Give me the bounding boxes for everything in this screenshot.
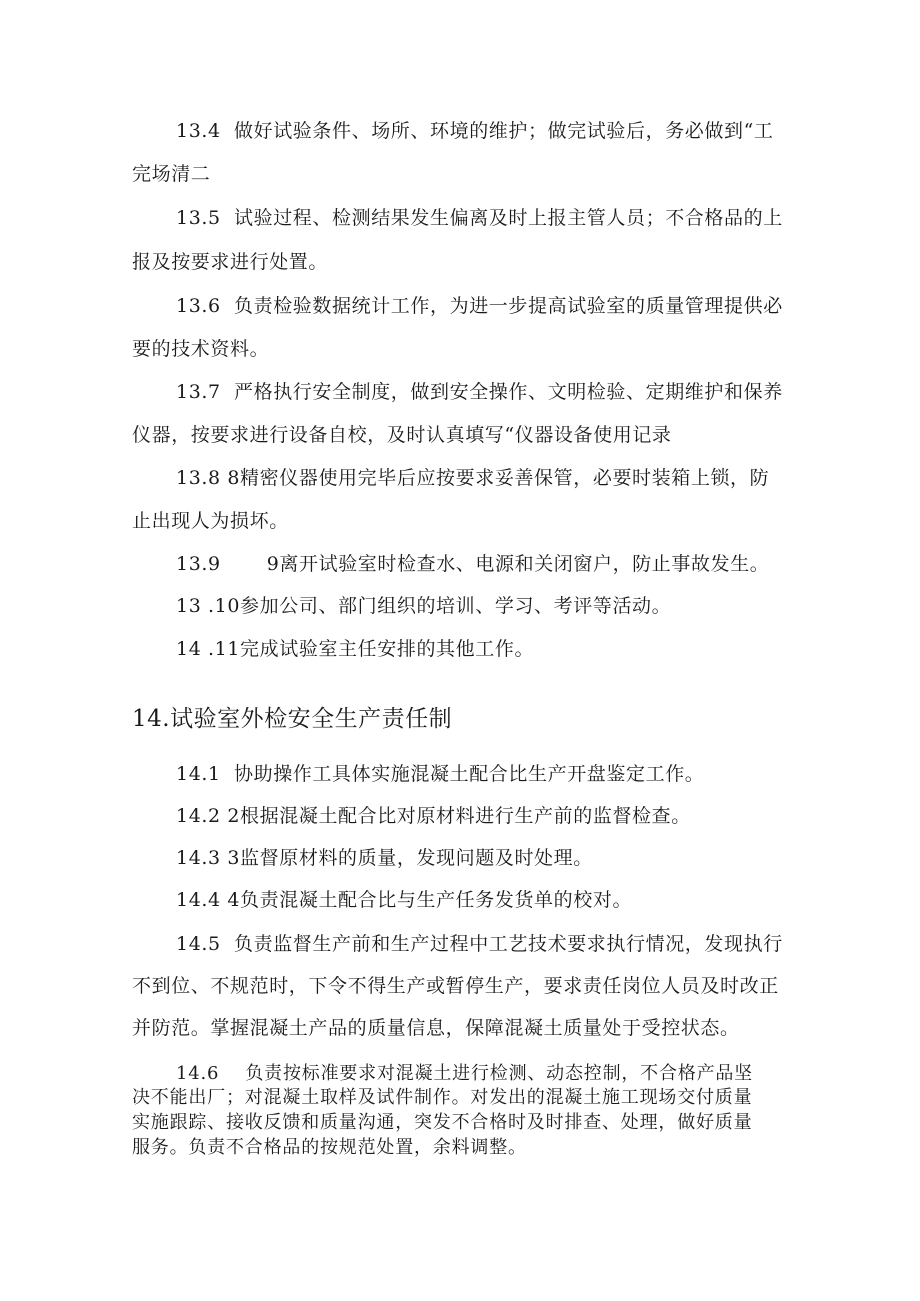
para-14-1-line-1 (176, 762, 704, 786)
para-13-10-line-1 (176, 594, 671, 618)
para-13-4-text: 做好试验条件、场所、环境的维护；做完试验后，务必做到“工 (234, 120, 774, 142)
para-14-2-text: 2根据混凝土配合比对原材料进行生产前的监督检查。 (227, 805, 691, 827)
para-14-5-text: 负责监督生产前和生产过程中工艺技术要求执行情况，发现执行 (234, 933, 783, 955)
para-13-8-number: 13.8 (176, 467, 221, 489)
para-14-6-line-4: 服务。负责不合格品的按规范处置，余料调整。 (132, 1137, 527, 1158)
para-14-5-line-3: 并防范。掌握混凝土产品的质量信息，保障混凝土质量处于受控状态。 (132, 1017, 740, 1039)
para-13-9-number: 13.9 (176, 553, 221, 575)
para-14-11-number: 14 (176, 638, 202, 660)
para-14-6-line-1 (176, 1062, 753, 1086)
para-14-3-line-1 (176, 846, 593, 870)
para-14-6-text: 负责按标准要求对混凝土进行检测、动态控制，不合格产品坚 (245, 1063, 753, 1084)
para-14-4-line-1 (176, 888, 632, 912)
para-13-10-number: 13 (176, 595, 202, 617)
para-14-3-number: 14.3 (176, 847, 221, 869)
para-14-1-number: 14.1 (176, 763, 221, 785)
para-13-6-line-2: 要的技术资料。 (132, 338, 270, 360)
para-14-1-text: 协助操作工具体实施混凝土配合比生产开盘鉴定工作。 (234, 763, 705, 785)
para-13-8-line-2: 止出现人为损坏。 (132, 510, 289, 532)
para-13-7-text: 严格执行安全制度，做到安全操作、文明检验、定期维护和保养 (234, 381, 783, 403)
para-13-8-line-1 (176, 466, 769, 490)
para-13-4-number: 13.4 (176, 120, 221, 142)
para-13-6-text: 负责检验数据统计工作，为进一步提高试验室的质量管理提供必 (234, 295, 783, 317)
para-14-11-text: .11完成试验室主任安排的其他工作。 (208, 638, 535, 660)
para-13-4-line-1 (176, 119, 774, 143)
para-14-2-line-1 (176, 804, 691, 828)
para-14-4-text: 4负责混凝土配合比与生产任务发货单的校对。 (227, 889, 633, 911)
para-13-7-number: 13.7 (176, 381, 221, 403)
para-13-6-number: 13.6 (176, 295, 221, 317)
para-13-6-line-1 (176, 294, 783, 318)
para-13-5-line-1 (176, 206, 783, 230)
para-13-10-text: .10参加公司、部门组织的培训、学习、考评等活动。 (208, 595, 672, 617)
para-13-7-line-1 (176, 380, 783, 404)
para-14-5-line-1 (176, 932, 783, 956)
para-13-9-text: 9离开试验室时检查水、电源和关闭窗户，防止事故发生。 (266, 553, 770, 575)
para-13-5-line-2: 报及按要求进行处置。 (132, 251, 329, 273)
para-14-11-line-1 (176, 637, 534, 661)
para-14-4-number: 14.4 (176, 889, 221, 911)
section-14-heading: 14.试验室外检安全生产责任制 (132, 706, 453, 732)
para-14-5-number: 14.5 (176, 933, 221, 955)
para-14-6-number: 14.6 (176, 1063, 220, 1084)
para-13-7-line-2: 仪器，按要求进行设备自校，及时认真填写“仪器设备使用记录 (132, 424, 672, 446)
para-14-3-text: 3监督原材料的质量，发现问题及时处理。 (227, 847, 593, 869)
para-13-9-line-1 (176, 552, 769, 576)
para-13-5-text: 试验过程、检测结果发生偏离及时上报主管人员；不合格品的上 (234, 207, 783, 229)
para-13-4-line-2: 完场清二 (132, 163, 211, 185)
para-13-8-text: 8精密仪器使用完毕后应按要求妥善保管，必要时装箱上锁，防 (227, 467, 770, 489)
para-14-2-number: 14.2 (176, 805, 221, 827)
para-14-6-line-2: 决不能出厂；对混凝土取样及试件制作。对发出的混凝土施工现场交付质量 (132, 1087, 753, 1108)
para-14-5-line-2: 不到位、不规范时，下令不得生产或暂停生产，要求责任岗位人员及时改正 (132, 975, 779, 997)
para-13-5-number: 13.5 (176, 207, 221, 229)
para-14-6-line-3: 实施跟踪、接收反馈和质量沟通，突发不合格时及时排查、处理，做好质量 (132, 1112, 753, 1133)
